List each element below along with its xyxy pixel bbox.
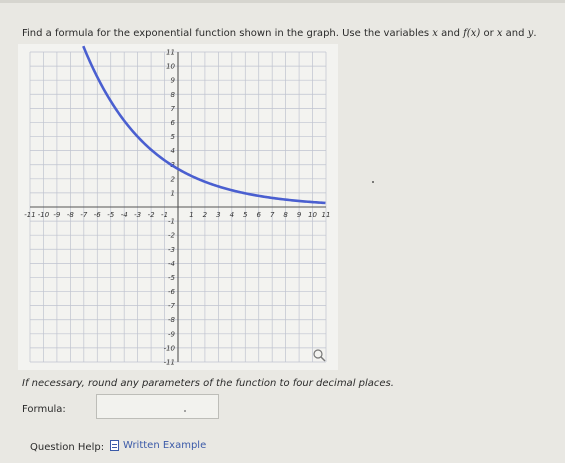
- top-divider: [0, 0, 565, 3]
- y-tick-label: -9: [168, 330, 175, 339]
- var-x2: x: [496, 28, 503, 39]
- written-example-link[interactable]: [110, 440, 206, 451]
- question-text-and2: and: [502, 28, 528, 39]
- y-tick-label: 2: [170, 175, 175, 184]
- var-y: y: [527, 28, 534, 39]
- written-example-label: Written Example: [123, 440, 207, 451]
- x-tick-label: 10: [308, 211, 318, 219]
- x-tick-label: 4: [229, 211, 235, 219]
- y-tick-label: -2: [168, 231, 175, 240]
- y-tick-label: -1: [168, 217, 175, 226]
- x-tick-label: 8: [283, 211, 288, 219]
- x-tick-label: -6: [93, 211, 101, 219]
- y-tick-label: 1: [170, 189, 175, 198]
- formula-input[interactable]: [96, 394, 219, 419]
- y-tick-label: -10: [163, 344, 175, 353]
- x-tick-label: -2: [147, 211, 155, 219]
- y-tick-label: -5: [168, 273, 175, 282]
- y-tick-label: -3: [168, 245, 175, 254]
- x-tick-label: -11: [24, 211, 36, 219]
- question-help-label: Question Help:: [30, 442, 105, 453]
- y-tick-label: 4: [170, 147, 175, 156]
- y-tick-label: 5: [170, 133, 175, 142]
- x-tick-label: -8: [66, 211, 74, 219]
- question-text-before: Find a formula for the exponential function shown in the graph. Use the variables: [22, 28, 433, 39]
- x-tick-label: 9: [296, 211, 302, 219]
- x-tick-label: -4: [120, 211, 128, 219]
- question-text-or: or: [480, 28, 497, 39]
- y-tick-label: 7: [170, 104, 175, 113]
- x-tick-label: -3: [134, 211, 142, 219]
- question-text-and: and: [437, 28, 464, 39]
- x-tick-label: -7: [80, 211, 88, 219]
- y-tick-label: 9: [170, 76, 175, 85]
- rounding-note: If necessary, round any parameters of the function to four decimal places.: [22, 378, 394, 389]
- x-tick-label: 7: [269, 211, 275, 219]
- stray-dot: [372, 181, 374, 183]
- input-cursor-dot: [184, 410, 186, 412]
- y-tick-label: 6: [170, 118, 175, 127]
- x-tick-label: 5: [243, 211, 248, 219]
- x-tick-label: -9: [53, 211, 61, 219]
- y-tick-label: 10: [166, 62, 175, 71]
- x-tick-label: -10: [37, 211, 50, 219]
- y-tick-label: 3: [170, 161, 175, 170]
- x-tick-label: 2: [202, 211, 208, 219]
- x-tick-label: -1: [161, 211, 169, 219]
- x-tick-label: 1: [189, 211, 194, 219]
- x-tick-label: 6: [256, 211, 261, 219]
- y-tick-label: 8: [170, 90, 175, 99]
- exponential-graph: [18, 44, 338, 370]
- var-fx: f(x): [463, 28, 481, 39]
- question-text: [22, 28, 562, 39]
- y-tick-label: -11: [163, 358, 175, 367]
- y-tick-label: -4: [168, 259, 175, 268]
- var-x: x: [432, 28, 438, 39]
- document-icon: [110, 440, 119, 451]
- graph-panel: [18, 44, 338, 374]
- x-tick-label: -5: [107, 211, 115, 219]
- question-text-end: .: [533, 28, 537, 39]
- formula-label: Formula:: [22, 404, 66, 415]
- x-tick-label: 3: [216, 211, 221, 219]
- y-tick-label: -8: [168, 316, 175, 325]
- x-tick-label: 11: [321, 211, 331, 219]
- y-tick-label: -7: [168, 302, 175, 311]
- y-tick-label: 11: [166, 48, 175, 57]
- y-tick-label: -6: [168, 288, 175, 297]
